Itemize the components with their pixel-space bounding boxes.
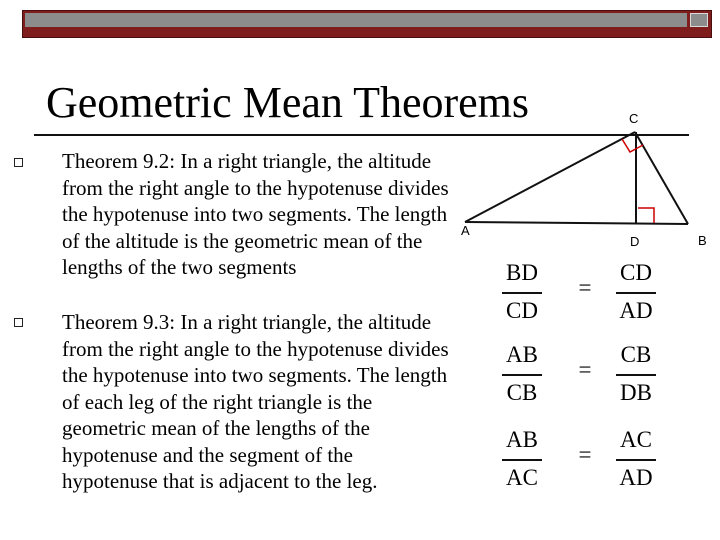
- fraction-numerator: AC: [620, 427, 652, 452]
- fraction-numerator: BD: [506, 260, 538, 285]
- slide-title: Geometric Mean Theorems: [46, 78, 530, 127]
- header-bar-inner: [25, 13, 687, 27]
- fraction-numerator: AB: [506, 342, 538, 367]
- equals-sign: =: [578, 442, 592, 467]
- fraction-denominator: AD: [619, 298, 653, 323]
- fraction-denominator: AC: [506, 465, 538, 490]
- proportion-3-left: [490, 427, 554, 491]
- proportion-2-left: [490, 342, 554, 406]
- header-bar-box: [690, 13, 708, 27]
- proportion-1-left: [490, 260, 554, 324]
- label-a: A: [461, 223, 470, 238]
- label-d: D: [630, 234, 640, 249]
- equals-sign: =: [578, 275, 592, 300]
- label-c: C: [629, 111, 639, 126]
- right-angle-mark-d: [638, 208, 654, 223]
- fraction-denominator: AD: [619, 465, 653, 490]
- theorem-9-3-text: Theorem 9.3: In a right triangle, the altitude from the right angle to the hypotenuse divides the hypotenuse into two segments. The length of each leg of the right triangle is the geometric mean of the lengths of the hypotenuse and the segment of the hypotenuse that is adjacent to the leg.: [62, 310, 449, 493]
- proportion-3-right: [604, 427, 668, 491]
- equals-sign: =: [578, 357, 592, 382]
- proportion-2-right: [604, 342, 668, 406]
- fraction-numerator: AB: [506, 427, 538, 452]
- header-bar: [22, 10, 712, 38]
- label-b: B: [698, 233, 707, 248]
- fraction-denominator: DB: [620, 380, 652, 405]
- side-ac: [465, 132, 635, 222]
- bullet-icon: [14, 318, 23, 327]
- right-triangle-diagram: [455, 105, 720, 255]
- bullet-icon: [14, 158, 23, 167]
- fraction-numerator: CB: [620, 342, 652, 367]
- fraction-denominator: CB: [506, 380, 538, 405]
- fraction-numerator: CD: [620, 260, 652, 285]
- proportion-1-right: [604, 260, 668, 324]
- theorem-9-2-text: Theorem 9.2: In a right triangle, the altitude from the right angle to the hypotenuse divides the hypotenuse into two segments. The length of the altitude is the geometric mean of the lengths of the two segments: [62, 149, 449, 279]
- fraction-denominator: CD: [506, 298, 538, 323]
